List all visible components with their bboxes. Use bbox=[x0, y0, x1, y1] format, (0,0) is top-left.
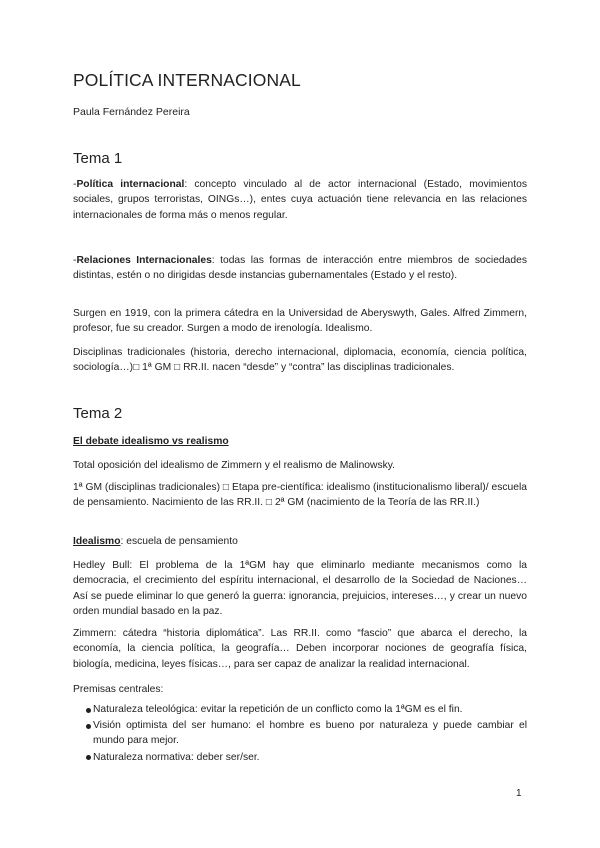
paragraph-zimmern: Zimmern: cátedra “historia diplomática”. Las RR.II. como “fascio” que abarca el derecho, la economía, la ciencia política, la geografía… Deben incorporar nociones de geografía física, biología, medicina, leyes físicas…, para ser capaz de analizar la realidad internacional. bbox=[73, 628, 527, 670]
paragraph-opposition: Total oposición del idealismo de Zimmern y el realismo de Malinowsky. bbox=[73, 460, 396, 471]
def1-text: : concepto vinculado al de actor internacional (Estado, movimientos sociales, grupos terroristas, OINGs…), entes cuya actuación tiene relevancia en las relaciones internacionales de forma más o menos regular. bbox=[73, 179, 527, 221]
idealismo-line bbox=[73, 534, 527, 549]
tema-1-heading: Tema 1 bbox=[73, 150, 123, 167]
idealismo-text: : escuela de pensamiento bbox=[120, 536, 238, 547]
debate-heading: El debate idealismo vs realismo bbox=[73, 436, 229, 447]
premisas-label: Premisas centrales: bbox=[73, 684, 164, 695]
idealismo-term: Idealismo bbox=[73, 536, 121, 547]
definition-politica-internacional bbox=[73, 177, 527, 223]
list-item: Naturaleza normativa: deber ser/ser. bbox=[73, 750, 527, 765]
premisas-list bbox=[73, 702, 527, 766]
bullet-dot-icon bbox=[86, 755, 91, 760]
list-item: Naturaleza teleológica: evitar la repetición de un conflicto como la 1ªGM es el fin. bbox=[73, 702, 527, 717]
page-number: 1 bbox=[516, 788, 522, 799]
bullet-dot-icon bbox=[86, 724, 91, 729]
author-name: Paula Fernández Pereira bbox=[73, 106, 190, 118]
paragraph-hedley-bull: Hedley Bull: El problema de la 1ªGM hay que eliminarlo mediante mecanismos como la democracia, el crecimiento del espíritu internacional, el desarrollo de la Sociedad de Naciones… Así se puede eliminar lo que generó la guerra: ignorancia, prejuicios, intereses…, y crear un nuevo orden mundial basado en la paz. bbox=[73, 560, 527, 618]
def2-prefix: - bbox=[73, 255, 77, 266]
paragraph-disciplines: Disciplinas tradicionales (historia, derecho internacional, diplomacia, economía, ciencia política, sociología…)□ 1ª GM □ RR.II. nacen “desde” y “contra” las disciplinas tradicionales. bbox=[73, 347, 527, 374]
def1-prefix: - bbox=[73, 179, 77, 190]
document-title: POLÍTICA INTERNACIONAL bbox=[73, 70, 301, 90]
tema-2-heading: Tema 2 bbox=[73, 405, 123, 422]
def2-term: Relaciones Internacionales bbox=[76, 255, 212, 266]
paragraph-world-wars: 1ª GM (disciplinas tradicionales) □ Etapa pre-científica: idealismo (institucionalismo liberal)/ escuela de pensamiento. Nacimiento de las RR.II. □ 2ª GM (nacimiento de la Teoría de las RR.II.) bbox=[73, 482, 527, 509]
definition-relaciones-internacionales bbox=[73, 253, 527, 284]
bullet-dot-icon bbox=[86, 708, 91, 713]
def2-text: : todas las formas de interacción entre miembros de sociedades distintas, estén o no dirigidas desde instancias gubernamentales (Estado y el resto). bbox=[73, 255, 527, 282]
list-item: Visión optimista del ser humano: el hombre es bueno por naturaleza y puede cambiar el mundo para mejor. bbox=[73, 718, 527, 748]
paragraph-origin: Surgen en 1919, con la primera cátedra en la Universidad de Aberyswyth, Gales. Alfred Zimmern, profesor, fue su creador. Surgen a modo de irenología. Idealismo. bbox=[73, 308, 527, 335]
def1-term: Política internacional bbox=[76, 179, 185, 190]
